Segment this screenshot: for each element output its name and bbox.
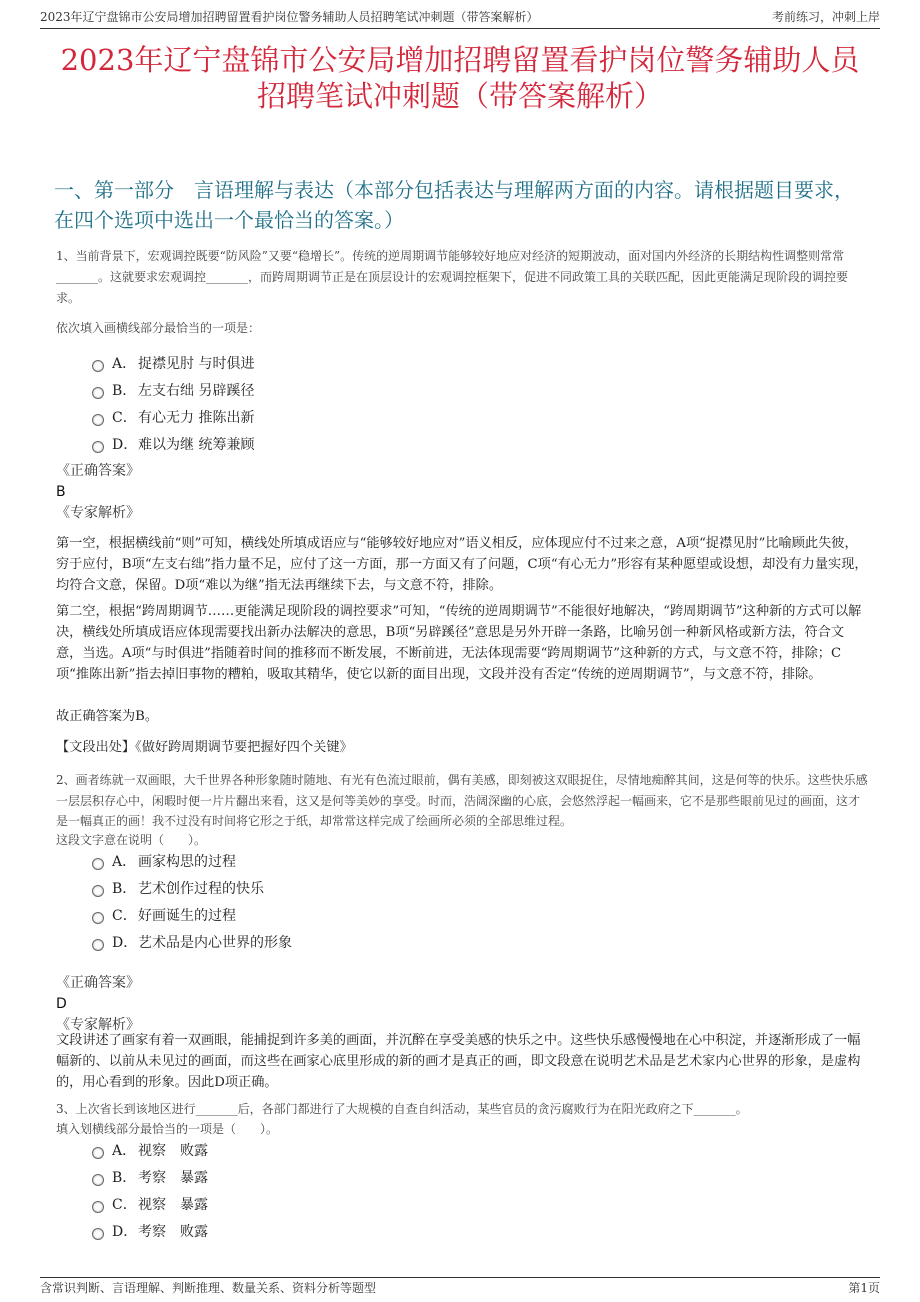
footer-note: 含常识判断、言语理解、判断推理、数量关系、资料分析等题型 (40, 1281, 377, 1295)
radio-icon[interactable] (92, 858, 104, 870)
question-1-source: 【文段出处】《做好跨周期调节要把握好四个关键》 (56, 740, 353, 755)
question-3-prompt: 填入划横线部分最恰当的一项是（ ）。 (56, 1122, 279, 1136)
option-c[interactable]: C． 视察 暴露 (92, 1190, 208, 1217)
analysis-label: 《专家解析》 (56, 505, 140, 521)
section-heading: 一、第一部分 言语理解与表达（本部分包括表达与理解两方面的内容。请根据题目要求，在四个选项中选出一个最恰当的答案。） (54, 178, 854, 232)
header-title: 2023年辽宁盘锦市公安局增加招聘留置看护岗位警务辅助人员招聘笔试冲刺题（带答案解析） (40, 10, 539, 24)
option-c[interactable]: C． 有心无力 推陈出新 (92, 403, 254, 430)
question-2-answer-block (56, 973, 868, 1036)
radio-icon[interactable] (92, 441, 104, 453)
option-a[interactable]: A． 视察 败露 (92, 1136, 208, 1163)
page-number: 第1页 (848, 1281, 880, 1295)
answer-value: D (56, 996, 67, 1012)
radio-icon[interactable] (92, 885, 104, 897)
answer-label: 《正确答案》 (56, 975, 140, 991)
question-1-conclusion: 故正确答案为B。 (56, 709, 159, 724)
question-2-stem: 2、画者练就一双画眼，大千世界各种形象随时随地、有光有色流过眼前，偶有美感，即刻被这双眼捉住，尽情地痴醉其间，这是何等的快乐。这些快乐感一层层积存心中，闲暇时便一片片翻出来看，这又是何等美妙的享受。时而，浩阔深幽的心底，会悠然浮起一幅画来，它不是那些眼前见过的画面，这才是一幅真正的画！我不过没有时间将它形之于纸，却常常这样完成了绘画所必须的全部思维过程。 (56, 773, 868, 828)
radio-icon[interactable] (92, 1147, 104, 1159)
option-a[interactable]: A． 捉襟见肘 与时俱进 (92, 349, 254, 376)
header-slogan: 考前练习，冲刺上岸 (771, 10, 880, 24)
option-d[interactable]: D． 考察 败露 (92, 1217, 208, 1244)
question-1-prompt: 依次填入画横线部分最恰当的一项是： (56, 321, 261, 335)
question-3-options (92, 1136, 208, 1244)
question-2-prompt: 这段文字意在说明（ ）。 (56, 833, 207, 847)
question-2-options (92, 847, 292, 955)
question-1-answer-block (56, 461, 868, 524)
radio-icon[interactable] (92, 414, 104, 426)
option-a[interactable]: A． 画家构思的过程 (92, 847, 292, 874)
page-header (40, 8, 880, 29)
radio-icon[interactable] (92, 1174, 104, 1186)
radio-icon[interactable] (92, 912, 104, 924)
answer-label: 《正确答案》 (56, 463, 140, 479)
option-b[interactable]: B． 考察 暴露 (92, 1163, 208, 1190)
option-d[interactable]: D． 难以为继 统筹兼顾 (92, 430, 254, 457)
page-footer (40, 1277, 880, 1296)
document-title: 2023年辽宁盘锦市公安局增加招聘留置看护岗位警务辅助人员招聘笔试冲刺题（带答案解析） (60, 43, 860, 113)
radio-icon[interactable] (92, 939, 104, 951)
question-1-analysis-p2: 第二空，根据“跨周期调节……更能满足现阶段的调控要求”可知，“传统的逆周期调节”不能很好地解决，“跨周期调节”这种新的方式可以解决，横线处所填成语应体现需要找出新办法解决的意思，B项“另辟蹊径”意思是另外开辟一条路，比喻另创一种新风格或新方法，符合文意，当选。A项“与时俱进”指随着时间的推移而不断发展，不断前进，无法体现需要“跨周期调节”这种新的方式，与文意不符，排除；C项“推陈出新”指去掉旧事物的糟粕，吸取其精华，使它以新的面目出现，文段并没有否定“传统的逆周期调节”，与文意不符，排除。 (56, 604, 862, 682)
option-c[interactable]: C． 好画诞生的过程 (92, 901, 292, 928)
answer-value: B (56, 484, 66, 500)
option-b[interactable]: B． 左支右绌 另辟蹊径 (92, 376, 254, 403)
radio-icon[interactable] (92, 1201, 104, 1213)
radio-icon[interactable] (92, 360, 104, 372)
question-1-analysis-p1: 第一空，根据横线前“则”可知，横线处所填成语应与“能够较好地应对”语义相反，应体现应付不过来之意，A项“捉襟见肘”比喻顾此失彼，穷于应付，B项“左支右绌”指力量不足，应付了这一方面，那一方面又有了问题，C项“有心无力”形容有某种愿望或设想，却没有力量实现，均符合文意，保留。D项“难以为继”指无法再继续下去，与文意不符，排除。 (56, 536, 868, 593)
option-b[interactable]: B． 艺术创作过程的快乐 (92, 874, 292, 901)
option-d[interactable]: D． 艺术品是内心世界的形象 (92, 928, 292, 955)
radio-icon[interactable] (92, 1228, 104, 1240)
question-1-stem: 1、当前背景下，宏观调控既要“防风险”又要“稳增长”。传统的逆周期调节能够较好地应对经济的短期波动，面对国内外经济的长期结构性调整则常常_______。这就要求宏观调控_______，而跨周期调节正是在顶层设计的宏观调控框架下，促进不同政策工具的关联匹配，因此更能满足现阶段的调控要求。 (56, 249, 849, 305)
radio-icon[interactable] (92, 387, 104, 399)
question-3-stem: 3、上次省长到该地区进行_______后，各部门都进行了大规模的自查自纠活动，某些官员的贪污腐败行为在阳光政府之下_______。 (56, 1102, 748, 1116)
question-2-analysis: 文段讲述了画家有着一双画眼，能捕捉到许多美的画面，并沉醉在享受美感的快乐之中。这些快乐感慢慢地在心中积淀，并逐渐形成了一幅幅新的、以前从未见过的画面，而这些在画家心底里形成的新的画才是真正的画，即文段意在说明艺术品是艺术家内心世界的形象，是虚构的，用心看到的形象。因此D项正确。 (56, 1033, 861, 1090)
question-1-options (92, 349, 254, 457)
analysis-label: 《专家解析》 (56, 1017, 140, 1033)
